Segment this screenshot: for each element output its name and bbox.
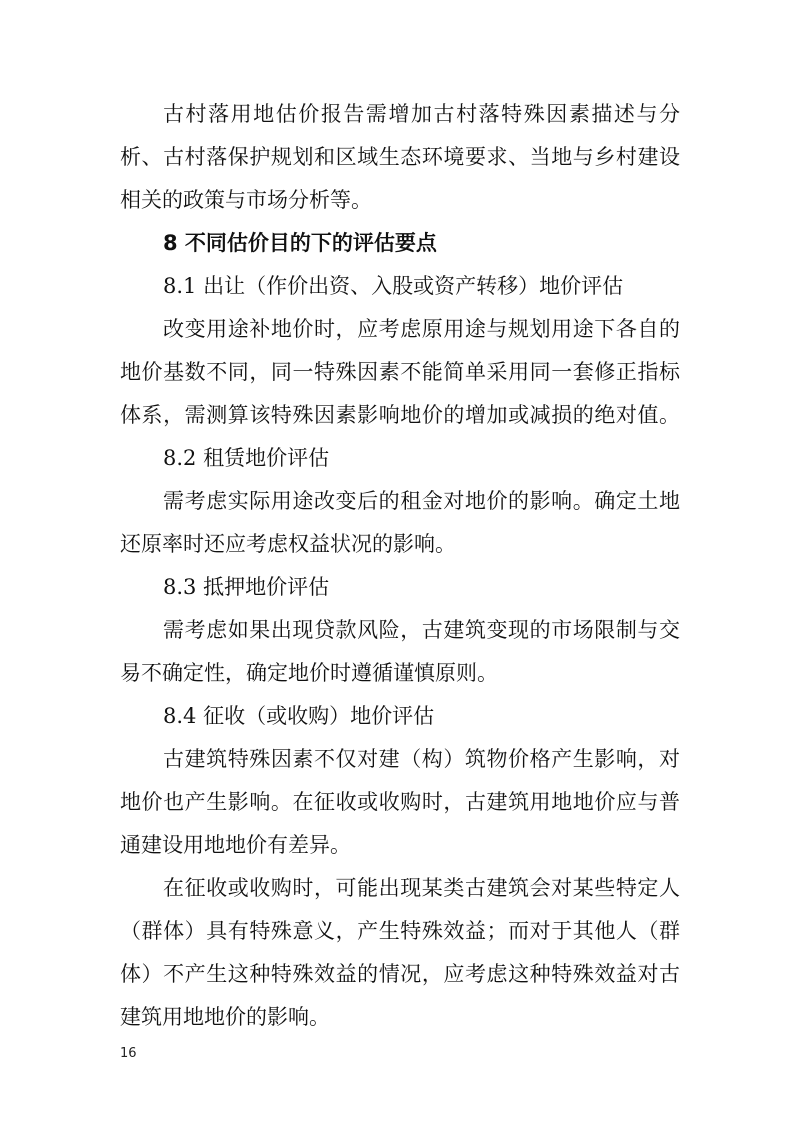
s84-p2-line-4: 建筑用地地价的影响。: [120, 1005, 330, 1029]
s84-p1-line-2: 地价也产生影响。在征收或收购时，古建筑用地地价应与普: [120, 790, 680, 814]
s84-p1-line-3: 通建设用地地价有差异。: [120, 833, 351, 857]
s84-p2-line-3: 体）不产生这种特殊效益的情况，应考虑这种特殊效益对古: [120, 962, 680, 986]
s81-line-2: 地价基数不同，同一特殊因素不能简单采用同一套修正指标: [120, 360, 680, 384]
section-8-3-title: 8.3 抵押地价评估: [163, 575, 330, 599]
section-8-2-title: 8.2 租赁地价评估: [163, 446, 330, 470]
s84-p1-line-1: 古建筑特殊因素不仅对建（构）筑物价格产生影响，对: [163, 747, 680, 771]
section-8-4-title: 8.4 征收（或收购）地价评估: [163, 704, 435, 728]
section-8-title: 8 不同估价目的下的评估要点: [163, 231, 437, 255]
intro-line-3: 相关的政策与市场分析等。: [120, 188, 372, 212]
section-8-1-title: 8.1 出让（作价出资、入股或资产转移）地价评估: [163, 274, 624, 298]
s81-line-3: 体系，需测算该特殊因素影响地价的增加或减损的绝对值。: [120, 403, 680, 427]
s84-p2-line-2: （群体）具有特殊意义，产生特殊效益；而对于其他人（群: [120, 919, 680, 943]
s83-line-2: 易不确定性，确定地价时遵循谨慎原则。: [120, 661, 498, 685]
intro-line-2: 析、古村落保护规划和区域生态环境要求、当地与乡村建设: [120, 145, 680, 169]
s82-line-1: 需考虑实际用途改变后的租金对地价的影响。确定土地: [163, 489, 680, 513]
s82-line-2: 还原率时还应考虑权益状况的影响。: [120, 532, 456, 556]
s83-line-1: 需考虑如果出现贷款风险，古建筑变现的市场限制与交: [163, 618, 680, 642]
s84-p2-line-1: 在征收或收购时，可能出现某类古建筑会对某些特定人: [163, 876, 680, 900]
intro-line-1: 古村落用地估价报告需增加古村落特殊因素描述与分: [163, 102, 680, 126]
s81-line-1: 改变用途补地价时，应考虑原用途与规划用途下各自的: [163, 317, 680, 341]
page-number: 16: [120, 1046, 137, 1061]
